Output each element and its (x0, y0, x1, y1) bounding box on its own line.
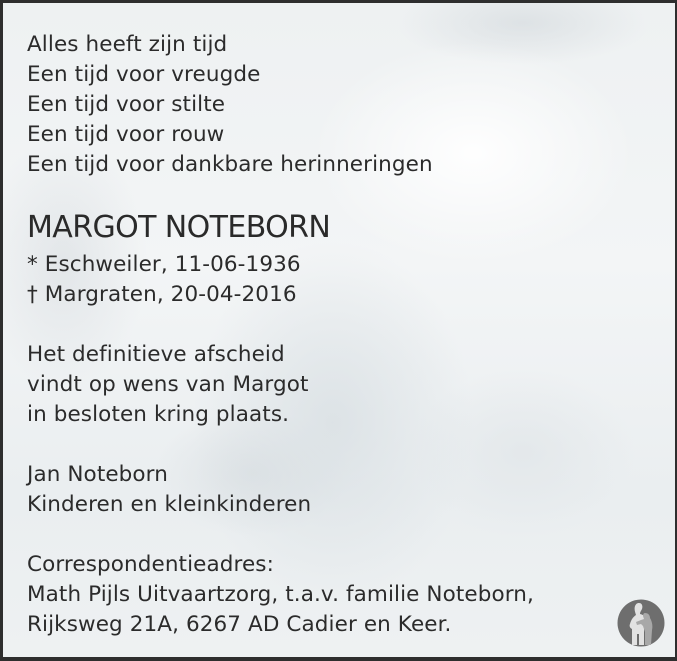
correspondence-label: Correspondentieadres: (27, 552, 274, 577)
poem-line-2: Een tijd voor vreugde (27, 62, 261, 87)
poem-line-3: Een tijd voor stilte (27, 92, 226, 117)
correspondence-line-2: Rijksweg 21A, 6267 AD Cadier en Keer. (27, 612, 452, 637)
embracing-figures-logo-icon (617, 599, 665, 647)
poem-line-1: Alles heeft zijn tijd (27, 32, 228, 57)
death-info: † Margraten, 20-04-2016 (27, 282, 297, 307)
poem-line-5: Een tijd voor dankbare herinneringen (27, 152, 433, 177)
correspondence-line-1: Math Pijls Uitvaartzorg, t.a.v. familie Noteborn, (27, 582, 534, 607)
family-line-2: Kinderen en kleinkinderen (27, 492, 312, 517)
birth-info: * Eschweiler, 11-06-1936 (27, 252, 301, 277)
message-line-3: in besloten kring plaats. (27, 402, 290, 427)
poem-line-4: Een tijd voor rouw (27, 122, 225, 147)
message-line-2: vindt op wens van Margot (27, 372, 309, 397)
message-line-1: Het definitieve afscheid (27, 342, 285, 367)
deceased-name: MARGOT NOTEBORN (27, 210, 331, 245)
family-line-1: Jan Noteborn (27, 462, 168, 487)
obituary-notice (3, 3, 675, 657)
